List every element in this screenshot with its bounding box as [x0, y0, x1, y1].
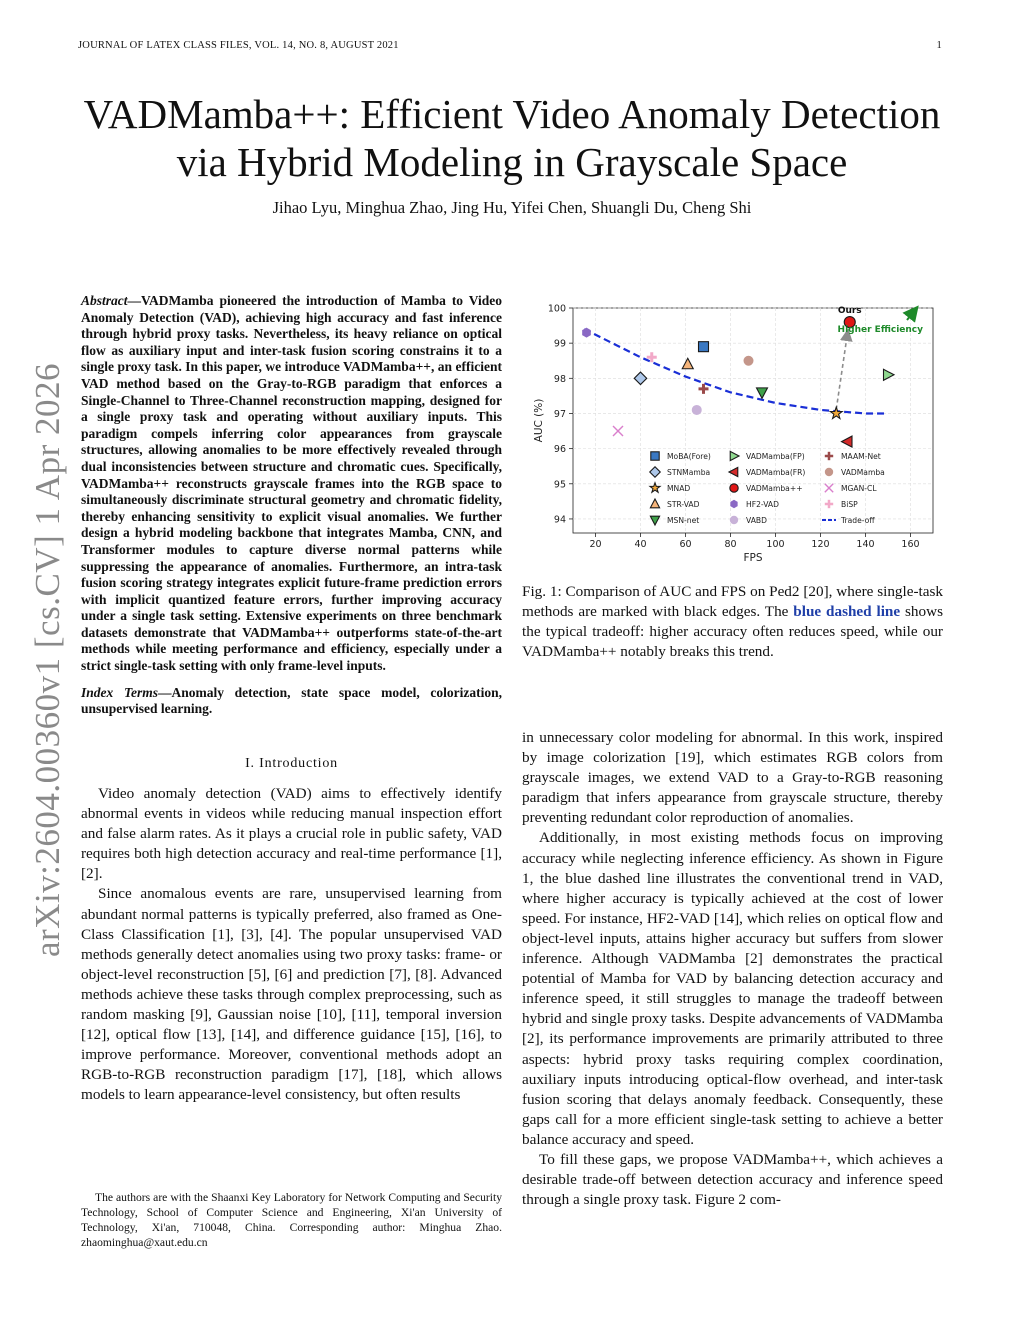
y-tick-label: 97 [553, 408, 566, 420]
legend-label-mnad: MNAD [667, 484, 691, 493]
legend-label-vadmamba-fp: VADMamba(FP) [746, 452, 805, 461]
paper-title [40, 90, 984, 186]
efficiency-label: Higher Efficiency [837, 325, 923, 335]
y-tick-label: 94 [553, 514, 566, 526]
legend-label-bisp: BiSP [841, 500, 858, 509]
legend-marker-moba-fore [651, 452, 659, 460]
legend-label-vadmamba: VADMamba++ [746, 484, 803, 493]
legend-label-mgan-cl: MGAN-CL [841, 484, 877, 493]
x-tick-label: 60 [679, 539, 692, 550]
page-number: 1 [936, 40, 942, 51]
right-column [522, 728, 943, 1210]
caption-part-1: Fig. 1: Comparison of AUC and FPS on Ped2 [20], where single-task methods are marked with black edges. The [522, 583, 943, 621]
ours-label: Ours [837, 306, 862, 317]
index-terms-text: —Anomaly detection, state space model, colorization, unsupervised learning. [81, 684, 503, 717]
caption-highlight: blue dashed line [793, 603, 901, 621]
legend-marker-vabd [730, 516, 738, 524]
title-line-2: via Hybrid Modeling in Grayscale Space [176, 139, 848, 185]
x-tick-label: 40 [634, 539, 647, 550]
author-list: Jihao Lyu, Minghua Zhao, Jing Hu, Yifei Chen, Shuangli Du, Cheng Shi [272, 198, 752, 217]
body-paragraph: in unnecessary color modeling for abnormal. In this work, inspired by image colorization [19], which estimates RGB colors from grayscale images, we extend VAD to a Gray-to-RGB reasoning paradigm that infers appearance from grayscale structure, thereby preventing redundant color reproduction of anomalies. [522, 729, 943, 827]
footnote: The authors are with the Shaanxi Key Laboratory for Network Computing and Security Technology, School of Computer Science and Engineering, Xi'an University of Technology, Xi'an, 710048, China. Corresponding author: Minghua Zhao. zhaominghua@xaut.edu.cn [81, 1191, 502, 1249]
index-terms-lead: Index Terms [81, 684, 158, 700]
legend-label-stnmamba: STNMamba [667, 468, 711, 477]
legend-label-vadmamba: VADMamba [841, 468, 885, 477]
index-terms [81, 685, 502, 718]
auc-fps-chart [522, 296, 943, 566]
legend-label-vadmamba-fr: VADMamba(FR) [746, 468, 806, 477]
abstract-lead: Abstract [81, 293, 128, 308]
x-tick-label: 120 [811, 539, 830, 550]
left-column [81, 293, 502, 1105]
abstract [81, 293, 502, 675]
point-vadmamba [744, 356, 754, 366]
point-vabd [692, 405, 702, 415]
legend-label-trade-off: Trade-off [841, 516, 875, 525]
legend-label-moba-fore: MoBA(Fore) [667, 452, 711, 461]
point-moba-fore [699, 342, 709, 352]
y-tick-label: 99 [553, 338, 566, 350]
y-tick-label: 98 [553, 373, 566, 385]
x-tick-label: 100 [766, 539, 785, 550]
arxiv-stamp-text: arXiv:2604.00360v1 [cs.CV] 1 Apr 2026 [28, 362, 67, 958]
legend-marker-vadmamba [730, 484, 738, 492]
caption-part-2: shows the typical tradeoff: higher accuracy often reduces speed, while our VADMamba++ notably breaks this trend. [522, 603, 943, 661]
x-tick-label: 140 [856, 539, 875, 550]
legend-label-msn-net: MSN-net [667, 516, 700, 525]
legend-label-str-vad: STR-VAD [667, 500, 700, 509]
x-axis-label: FPS [743, 552, 763, 564]
title-line-1: VADMamba++: Efficient Video Anomaly Detection [83, 91, 941, 137]
y-tick-label: 96 [553, 444, 566, 456]
x-tick-label: 80 [724, 539, 737, 550]
body-paragraph: Since anomalous events are rare, unsupervised learning from abundant normal patterns is typically preferred, also framed as One-Class Classification [1], [3], [4]. The popular unsupervised VAD methods generally detect anomalies using two proxy tasks: frame- or object-level reconstruction [5], [6] and prediction [7], [8]. Advanced methods achieve these tasks through complex preprocessing, such as random masking [9], Gaussian noise [10], [11], temporal inversion [12], optical flow [13], [14], and difference guidance [15], [16], to improve performance. Moreover, conventional methods adopt an RGB-to-RGB reconstruction paradigm [17], [18], which allows models to learn appearance-level consistency, but often results [81, 885, 502, 1104]
running-header [78, 40, 942, 58]
y-tick-label: 95 [553, 479, 566, 491]
section-heading: I. Introduction [245, 755, 338, 771]
body-paragraph: Video anomaly detection (VAD) aims to effectively identify abnormal events in videos while reducing manual inspection effort and false alarm rates. As it plays a crucial role in public safety, VAD requires both high detection accuracy and real-time performance [1], [2]. [81, 784, 502, 883]
x-tick-label: 160 [901, 539, 920, 550]
abstract-text: —VADMamba pioneered the introduction of Mamba to Video Anomaly Detection (VAD), achieving high accuracy and fast inference through hybrid proxy tasks. Nevertheless, its heavy reliance on optical flow as auxiliary input and inter-task fusion scoring constrains it to a single proxy task. In this paper, we introduce VADMamba++, an efficient VAD method based on the Gray-to-RGB paradigm that enforces a Single-Channel to Three-Channel reconstruction mapping, designed for a single proxy task and operating without auxiliary inputs. This paradigm compels inferring color appearances from grayscale structures, allowing anomalies to be more effectively revealed through dual inconsistencies between structure and chromatic cues. Specifically, VADMamba++ reconstructs grayscale frames into the RGB space to simultaneously discriminate structural geometry and chromatic fidelity, thereby enhancing sensitivity to explicit visual anomalies. We further design a hybrid modeling backbone that integrates Mamba, CNN, and Transformer modules to capture diverse normal patterns while suppressing the appearance of anomalies. Furthermore, an intra-task fusion scoring strategy integrates explicit future-frame prediction errors with implicit quantized feature errors, further improving accuracy under a single task setting. Extensive experiments on three benchmark datasets demonstrate that VADMamba++ outperforms state-of-the-art methods while meeting performance and efficiency, especially under a strict single-task setting with only frame-level inputs. [81, 293, 502, 674]
legend-label-maam-net: MAAM-Net [841, 452, 881, 461]
arxiv-stamp [18, 360, 78, 960]
legend-label-vabd: VABD [746, 516, 767, 525]
body-paragraph: To fill these gaps, we propose VADMamba++, which achieves a desirable trade-off between detection accuracy and inference speed through a single proxy task. Figure 2 com- [522, 1150, 943, 1209]
figure-1 [522, 296, 943, 566]
figure-caption [522, 582, 943, 662]
x-tick-label: 20 [589, 539, 602, 550]
y-tick-label: 100 [547, 303, 566, 315]
legend-marker-vadmamba [825, 468, 833, 476]
y-axis-label: AUC (%) [533, 398, 545, 443]
legend-label-hf2-vad: HF2-VAD [746, 500, 779, 509]
body-paragraph: Additionally, in most existing methods focus on improving accuracy while neglecting inference efficiency. As shown in Figure 1, the blue dashed line illustrates the conventional trend in VAD, where higher accuracy is typically achieved at the cost of lower speed. For instance, HF2-VAD [14], which relies on optical flow and object-level inputs, attains higher accuracy but suffers from slower inference. Although VADMamba [2] demonstrates the practical potential of Mamba for VAD by balancing detection accuracy and inference speed, it still struggles to manage the tradeoff between hybrid and single proxy tasks. Despite advancements of VADMamba [2], its performance improvements are primarily attributed to three aspects: hybrid proxy tasks requiring complex coordination, auxiliary inputs introducing optical-flow overhead, and inter-task fusion scoring that delays anomaly feedback. Consequently, these gaps call for a more efficient single-task setting to achieve a better balance accuracy and speed. [522, 829, 943, 1148]
running-head-text: JOURNAL OF LATEX CLASS FILES, VOL. 14, NO. 8, AUGUST 2021 [78, 40, 399, 51]
